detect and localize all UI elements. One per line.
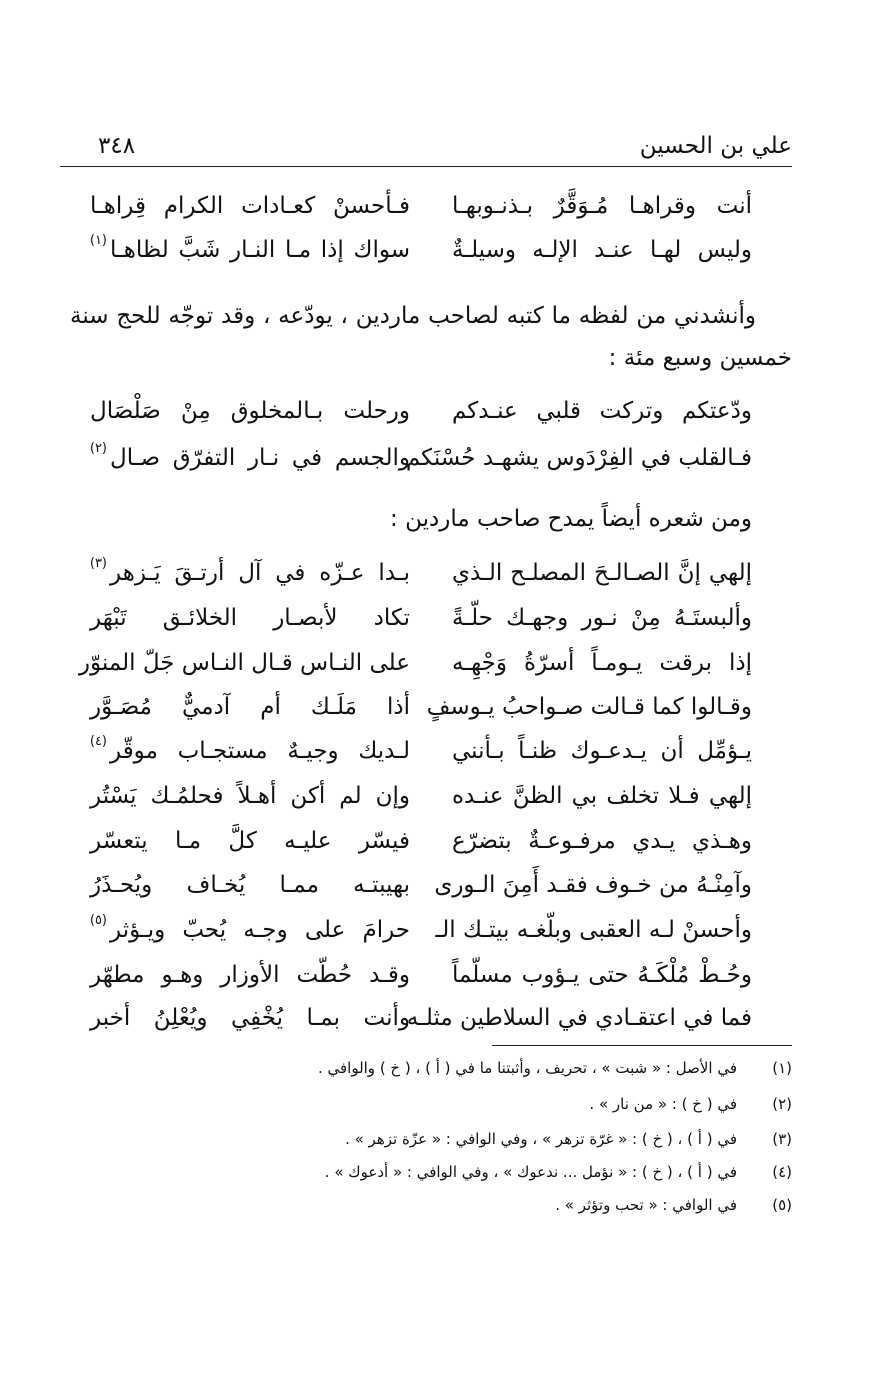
first-hemistich: وآمِنْـهُ من خـوف فقـد أَمِنَ الـورى [434, 872, 752, 898]
verse-line [0, 556, 885, 604]
footnote [92, 1130, 792, 1158]
first-hemistich: وألبستَـهُ مِنْ نـور وجهـك حلّـةً [452, 605, 752, 631]
first-hemistich: وحُـطْ مُلْكَـهُ حتى يـؤوب مسلّماً [452, 962, 752, 988]
footnote-marker: (١) [89, 233, 107, 248]
footnote [92, 1095, 792, 1123]
footnote-text: في ( أ ) ، ( خ ) : « غرّة تزهر » ، وفي الوافي : « عزّة تزهر » . [345, 1130, 737, 1148]
second-hemistich: والجسم في نـار التفرّق صـال [110, 445, 410, 471]
first-hemistich: وليس لهـا عنـد الإلـه وسيلـةٌ [452, 237, 752, 263]
footnote [92, 1196, 792, 1224]
verse-line [0, 398, 885, 442]
verse-line [0, 441, 885, 489]
first-hemistich: وأحسنْ لـه العقبى وبلّغـه بيتـك الـ [435, 917, 752, 943]
footnote-marker: (٢) [89, 441, 107, 456]
first-hemistich: أنت وقراهـا مُـوَقَّرٌ بـذنـوبهـا [452, 193, 752, 219]
verse-line [0, 913, 885, 961]
footnote-number: (٣) [772, 1130, 792, 1148]
footnote-rule [492, 1045, 792, 1046]
verse-line [0, 828, 885, 872]
verse-line [0, 193, 885, 237]
paragraph-line: خمسين وسبع مئة : [608, 345, 792, 371]
second-hemistich: وأنت بمـا يُخْفِي ويُعْلِنُ أخبر [90, 1005, 410, 1031]
first-hemistich: وقـالوا كما قـالت صـواحبُ يـوسفٍ [426, 694, 752, 720]
second-hemistich: على النـاس قـال النـاس جَلّ المنوّر [78, 650, 410, 676]
paragraph-line: وأنشدني من لفظه ما كتبه لصاحب ماردين ، يودّعه ، وقد توجّه للحج سنة [70, 303, 756, 329]
footnote [92, 1163, 792, 1191]
verse-line [0, 962, 885, 1006]
footnote-number: (١) [772, 1059, 792, 1077]
page-number: ٣٤٨ [98, 133, 136, 159]
first-hemistich: وهـذي يـدي مرفـوعـةٌ بتضرّع [452, 828, 752, 854]
second-hemistich: حرامَ على وجـه يُحبّ ويـؤثر [110, 917, 410, 943]
second-hemistich: وقـد حُطّت الأوزار وهـو مطهّر [90, 962, 410, 988]
footnote-number: (٥) [772, 1196, 792, 1214]
prose-paragraph [70, 295, 792, 338]
verse-line [0, 694, 885, 738]
first-hemistich: يـؤمِّل أن يـدعـوك ظنـاً بـأنني [452, 738, 752, 764]
verse-line [0, 233, 885, 281]
header-rule [60, 166, 792, 167]
second-hemistich: لـديك وجيـهٌ مستجـاب موقّر [110, 738, 410, 764]
second-hemistich: سواك إذا مـا النـار شَبَّ لظاهـا [110, 237, 410, 263]
second-hemistich: فـأحسنْ كعـادات الكرام قِراهـا [90, 193, 410, 219]
first-hemistich: إلهي إنَّ الصـالـحَ المصلـح الـذي [452, 560, 752, 586]
footnote-marker: (٥) [89, 913, 107, 928]
first-hemistich: إذا برقت يـومـاً أسرّةُ وَجْهِـه [452, 650, 752, 676]
footnote-number: (٤) [772, 1163, 792, 1181]
running-head [60, 133, 792, 167]
footnote-marker: (٤) [89, 734, 107, 749]
verse-line [0, 1005, 885, 1049]
footnote [92, 1059, 792, 1087]
second-hemistich: فيسّر عليـه كلَّ مـا يتعسّر [90, 828, 410, 854]
first-hemistich: ودّعتكم وتركت قلبي عنـدكم [452, 398, 752, 424]
running-title: علي بن الحسين [639, 133, 792, 159]
second-hemistich: ورحلت بـالمخلوق مِنْ صَلْصَال [90, 398, 410, 424]
second-hemistich: وإن لم أكن أهـلاً فحلمُـك يَسْتُر [90, 783, 410, 809]
verse-line [0, 783, 885, 827]
second-hemistich: بهيبتـه ممـا يُخـاف ويُحـذَرُ [90, 872, 410, 898]
first-hemistich: إلهي فـلا تخلف بي الظنَّ عنـده [452, 783, 752, 809]
first-hemistich: فـالقلب في الفِرْدَوس يشهـد حُسْنَكم [405, 445, 752, 471]
second-hemistich: أذا مَلَـك أم آدميٌّ مُصَـوَّر [90, 694, 410, 720]
prose-paragraph: ومن شعره أيضاً يمدح صاحب ماردين : [390, 506, 752, 532]
footnote-text: في الوافي : « تحب وتؤثر » . [555, 1196, 737, 1214]
second-hemistich: بـدا عـزّه في آل أرتـقَ يَـزهر [110, 560, 410, 586]
verse-line [0, 650, 885, 694]
footnote-marker: (٣) [89, 556, 107, 571]
verse-line [0, 605, 885, 649]
first-hemistich: فما في اعتقـادي في السلاطين مثلـه [406, 1005, 752, 1031]
verse-line [0, 734, 885, 782]
second-hemistich: تكاد لأبصـار الخلائـق تَبْهَر [90, 605, 410, 631]
footnote-text: في الأصل : « شبت » ، تحريف ، وأثبتنا ما في ( أ ) ، ( خ ) والوافي . [317, 1059, 737, 1077]
footnote-text: في ( خ ) : « من نار » . [589, 1095, 737, 1113]
verse-line [0, 872, 885, 916]
footnote-text: في ( أ ) ، ( خ ) : « نؤمل ... ندعوك » ، وفي الوافي : « أدعوك » . [324, 1163, 737, 1181]
footnote-number: (٢) [772, 1095, 792, 1113]
